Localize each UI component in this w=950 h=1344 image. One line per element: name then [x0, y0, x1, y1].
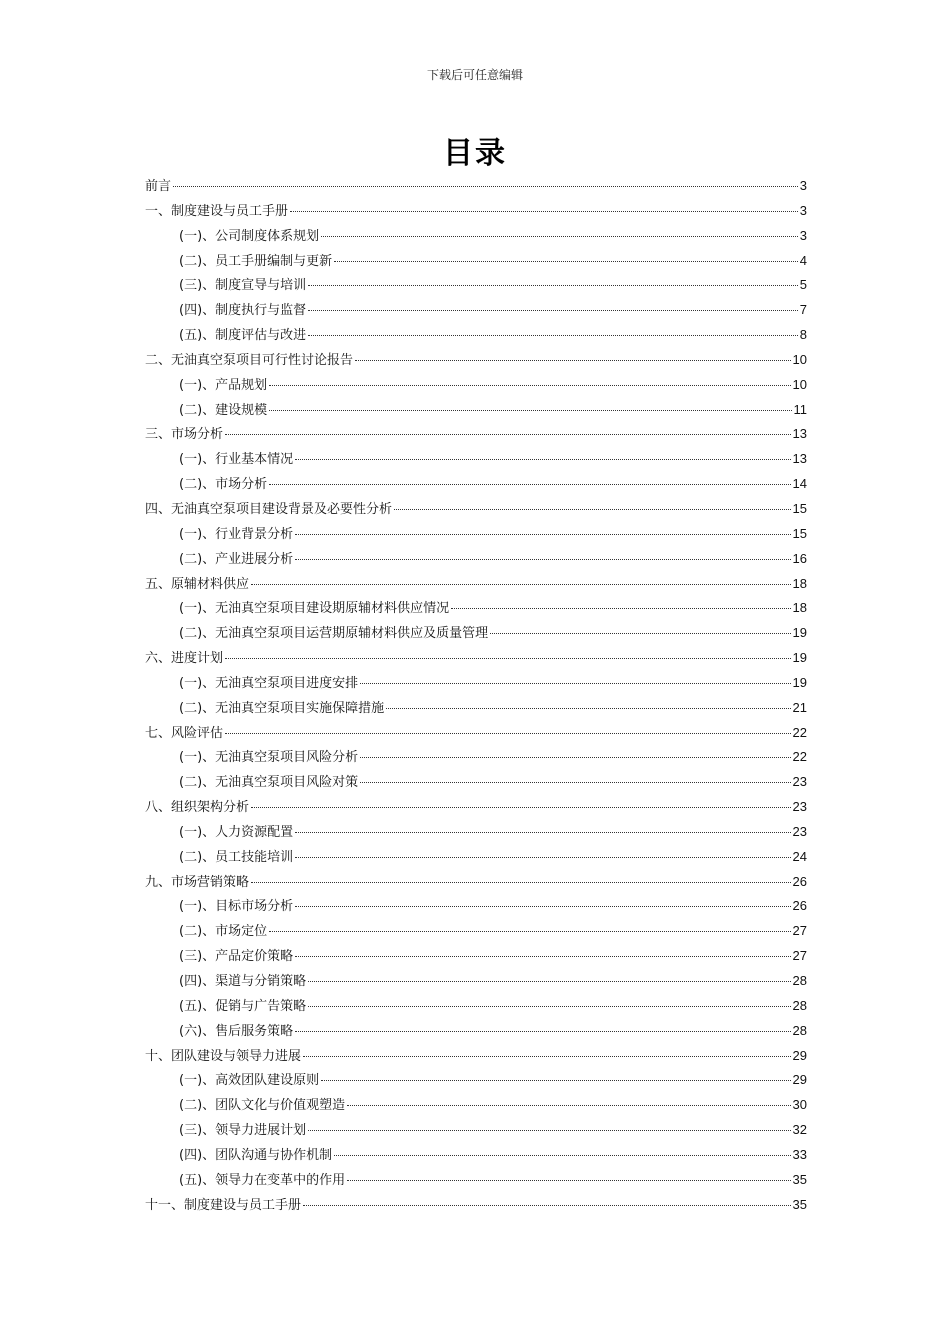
toc-dot-leader [225, 658, 791, 659]
toc-page-number: 24 [792, 848, 807, 864]
toc-page-number: 10 [792, 351, 807, 367]
toc-page-number: 27 [792, 923, 807, 939]
header-note: 下载后可任意编辑 [426, 68, 523, 82]
toc-entry-text: (一)、产品规划 [179, 377, 268, 393]
toc-entry[interactable] [145, 597, 807, 622]
toc-entry-text: (三)、制度宣导与培训 [179, 278, 307, 294]
toc-entry[interactable] [145, 995, 807, 1020]
toc-page-number: 8 [799, 327, 807, 343]
toc-dot-leader [225, 434, 791, 435]
toc-entry-text: (一)、无油真空泵项目风险分析 [179, 750, 359, 766]
toc-entry-text: 八、组织架构分析 [145, 800, 250, 816]
toc-page-number: 21 [792, 699, 807, 715]
toc-entry-text: (二)、员工技能培训 [179, 849, 294, 865]
toc-entry[interactable] [145, 1020, 807, 1045]
toc-entry[interactable] [145, 498, 807, 523]
toc-entry-text: 二、无油真空泵项目可行性讨论报告 [145, 352, 354, 368]
table-of-contents [145, 175, 807, 1218]
toc-dot-leader [308, 285, 798, 286]
toc-dot-leader [295, 857, 790, 858]
toc-entry[interactable] [145, 895, 807, 920]
toc-dot-leader [295, 1031, 790, 1032]
toc-entry[interactable] [145, 1094, 807, 1119]
toc-dot-leader [394, 509, 791, 510]
toc-entry[interactable] [145, 771, 807, 796]
toc-entry[interactable] [145, 1069, 807, 1094]
toc-dot-leader [303, 1056, 791, 1057]
toc-entry-text: (二)、无油真空泵项目风险对策 [179, 775, 359, 791]
toc-page-number: 26 [792, 898, 807, 914]
toc-dot-leader [360, 757, 790, 758]
toc-dot-leader [295, 559, 790, 560]
toc-entry[interactable] [145, 349, 807, 374]
toc-page-number: 18 [792, 600, 807, 616]
toc-dot-leader [490, 633, 790, 634]
toc-dot-leader [173, 186, 798, 187]
toc-entry-text: (一)、无油真空泵项目建设期原辅材料供应情况 [179, 601, 450, 617]
toc-entry[interactable] [145, 448, 807, 473]
toc-entry-text: (二)、无油真空泵项目实施保障措施 [179, 700, 385, 716]
toc-page-number: 5 [799, 277, 807, 293]
toc-entry[interactable] [145, 920, 807, 945]
toc-dot-leader [251, 584, 791, 585]
toc-entry-text: (一)、公司制度体系规划 [179, 228, 320, 244]
toc-dot-leader [347, 1105, 790, 1106]
toc-entry-text: 四、无油真空泵项目建设背景及必要性分析 [145, 501, 393, 517]
toc-entry-text: (二)、产业进展分析 [179, 551, 294, 567]
toc-dot-leader [269, 484, 790, 485]
toc-page-number: 28 [792, 973, 807, 988]
toc-entry[interactable] [145, 250, 807, 275]
toc-dot-leader [334, 1155, 790, 1156]
toc-entry[interactable] [145, 722, 807, 747]
toc-page-number: 22 [792, 749, 807, 765]
page-title: 目录 [443, 136, 507, 171]
toc-entry[interactable] [145, 647, 807, 672]
toc-dot-leader [251, 882, 791, 883]
toc-entry[interactable] [145, 945, 807, 970]
toc-entry[interactable] [145, 175, 807, 200]
toc-entry[interactable] [145, 200, 807, 225]
toc-page-number: 3 [799, 227, 807, 243]
toc-page-number: 35 [792, 1196, 807, 1212]
toc-dot-leader [251, 807, 791, 808]
toc-entry[interactable] [145, 1144, 807, 1169]
toc-page-number: 28 [792, 1022, 807, 1038]
toc-entry[interactable] [145, 796, 807, 821]
toc-dot-leader [334, 261, 798, 262]
toc-dot-leader [308, 1006, 790, 1007]
toc-page-number: 7 [799, 302, 807, 318]
toc-dot-leader [295, 906, 790, 907]
toc-entry-text: 三、市场分析 [145, 427, 224, 443]
toc-dot-leader [347, 1180, 790, 1181]
toc-dot-leader [308, 1130, 790, 1131]
toc-entry-text: (四)、渠道与分销策略 [179, 974, 307, 989]
toc-entry[interactable] [145, 523, 807, 548]
toc-entry[interactable] [145, 746, 807, 771]
toc-entry[interactable] [145, 1194, 807, 1219]
toc-entry[interactable] [145, 324, 807, 349]
toc-entry-text: (二)、团队文化与价值观塑造 [179, 1098, 346, 1114]
toc-dot-leader [269, 385, 790, 386]
toc-entry-text: (二)、员工手册编制与更新 [179, 253, 333, 269]
toc-entry-text: (一)、行业背景分析 [179, 526, 294, 542]
toc-entry-text: (一)、无油真空泵项目进度安排 [179, 675, 359, 691]
toc-entry[interactable] [145, 622, 807, 647]
toc-entry-text: 七、风险评估 [145, 725, 224, 741]
toc-dot-leader [295, 956, 790, 957]
toc-dot-leader [360, 683, 790, 684]
toc-entry-text: 一、制度建设与员工手册 [145, 203, 289, 219]
toc-entry-text: (二)、无油真空泵项目运营期原辅材料供应及质量管理 [179, 626, 489, 642]
toc-entry-text: 前言 [145, 179, 172, 194]
toc-entry-text: (五)、制度评估与改进 [179, 328, 307, 344]
toc-page-number: 19 [792, 650, 807, 666]
toc-page-number: 13 [792, 426, 807, 442]
toc-entry-text: (一)、行业基本情况 [179, 452, 294, 468]
toc-dot-leader [360, 782, 790, 783]
toc-page-number: 35 [792, 1171, 807, 1187]
toc-dot-leader [308, 981, 790, 982]
toc-entry-text: (二)、市场分析 [179, 477, 268, 493]
toc-entry-text: (一)、人力资源配置 [179, 824, 294, 840]
toc-page-number: 13 [792, 451, 807, 467]
toc-page-number: 11 [793, 401, 807, 417]
toc-dot-leader [321, 236, 798, 237]
toc-entry-text: 十、团队建设与领导力进展 [145, 1048, 302, 1064]
toc-page-number: 23 [792, 823, 807, 839]
toc-page-number: 32 [792, 1122, 807, 1138]
toc-page-number: 3 [799, 202, 807, 218]
toc-entry[interactable] [145, 821, 807, 846]
toc-entry[interactable] [145, 399, 807, 424]
toc-dot-leader [295, 832, 790, 833]
toc-entry[interactable] [145, 374, 807, 399]
toc-entry[interactable] [145, 1169, 807, 1194]
toc-dot-leader [451, 608, 790, 609]
toc-entry-text: (三)、产品定价策略 [179, 949, 294, 965]
toc-entry[interactable] [145, 573, 807, 598]
toc-entry-text: (二)、建设规模 [179, 402, 268, 418]
toc-entry-text: (二)、市场定位 [179, 924, 268, 940]
toc-entry-text: 九、市场营销策略 [145, 874, 250, 890]
toc-entry[interactable] [145, 1119, 807, 1144]
toc-entry[interactable] [145, 846, 807, 871]
toc-entry[interactable] [145, 970, 807, 995]
toc-entry[interactable] [145, 274, 807, 299]
toc-entry[interactable] [145, 299, 807, 324]
toc-page-number: 26 [792, 873, 807, 889]
toc-dot-leader [355, 360, 791, 361]
toc-entry[interactable] [145, 225, 807, 250]
toc-page-number: 18 [792, 575, 807, 591]
toc-page-number: 15 [792, 525, 807, 541]
toc-entry-text: (四)、制度执行与监督 [179, 303, 307, 319]
toc-entry-text: (三)、领导力进展计划 [179, 1123, 307, 1139]
toc-page-number: 29 [792, 1047, 807, 1063]
toc-entry-text: (五)、促销与广告策略 [179, 998, 307, 1014]
toc-entry-text: (一)、高效团队建设原则 [179, 1073, 320, 1089]
toc-page-number: 19 [792, 625, 807, 641]
toc-dot-leader [295, 459, 790, 460]
toc-page-number: 16 [792, 550, 807, 566]
toc-page-number: 14 [792, 476, 807, 492]
toc-entry-text: 五、原辅材料供应 [145, 576, 250, 592]
toc-page-number: 27 [792, 948, 807, 964]
toc-page-number: 19 [792, 674, 807, 690]
toc-page-number: 29 [792, 1072, 807, 1088]
toc-entry-text: 十一、制度建设与员工手册 [145, 1197, 302, 1213]
toc-page-number: 23 [792, 774, 807, 790]
toc-page-number: 22 [792, 724, 807, 740]
toc-page-number: 28 [792, 997, 807, 1013]
toc-entry-text: (四)、团队沟通与协作机制 [179, 1147, 333, 1163]
toc-page-number: 30 [792, 1097, 807, 1113]
toc-entry-text: (五)、领导力在变革中的作用 [179, 1172, 346, 1188]
toc-entry[interactable] [145, 423, 807, 448]
toc-page-number: 33 [792, 1146, 807, 1162]
toc-entry[interactable] [145, 548, 807, 573]
toc-entry-text: (一)、目标市场分析 [179, 899, 294, 915]
toc-entry-text: (六)、售后服务策略 [179, 1023, 294, 1039]
toc-entry[interactable] [145, 1045, 807, 1070]
toc-dot-leader [295, 534, 790, 535]
toc-dot-leader [269, 410, 791, 411]
toc-dot-leader [386, 708, 790, 709]
toc-dot-leader [290, 211, 798, 212]
toc-entry[interactable] [145, 697, 807, 722]
toc-entry[interactable] [145, 672, 807, 697]
toc-dot-leader [303, 1205, 791, 1206]
toc-page-number: 10 [792, 376, 807, 392]
toc-dot-leader [269, 931, 790, 932]
toc-entry[interactable] [145, 871, 807, 896]
toc-entry[interactable] [145, 473, 807, 498]
toc-page-number: 23 [792, 799, 807, 815]
toc-dot-leader [321, 1080, 790, 1081]
toc-page-number: 3 [799, 178, 807, 193]
toc-page-number: 4 [799, 252, 807, 268]
toc-dot-leader [308, 335, 798, 336]
toc-entry-text: 六、进度计划 [145, 651, 224, 667]
toc-page-number: 15 [792, 500, 807, 516]
toc-dot-leader [225, 733, 791, 734]
toc-dot-leader [308, 310, 798, 311]
